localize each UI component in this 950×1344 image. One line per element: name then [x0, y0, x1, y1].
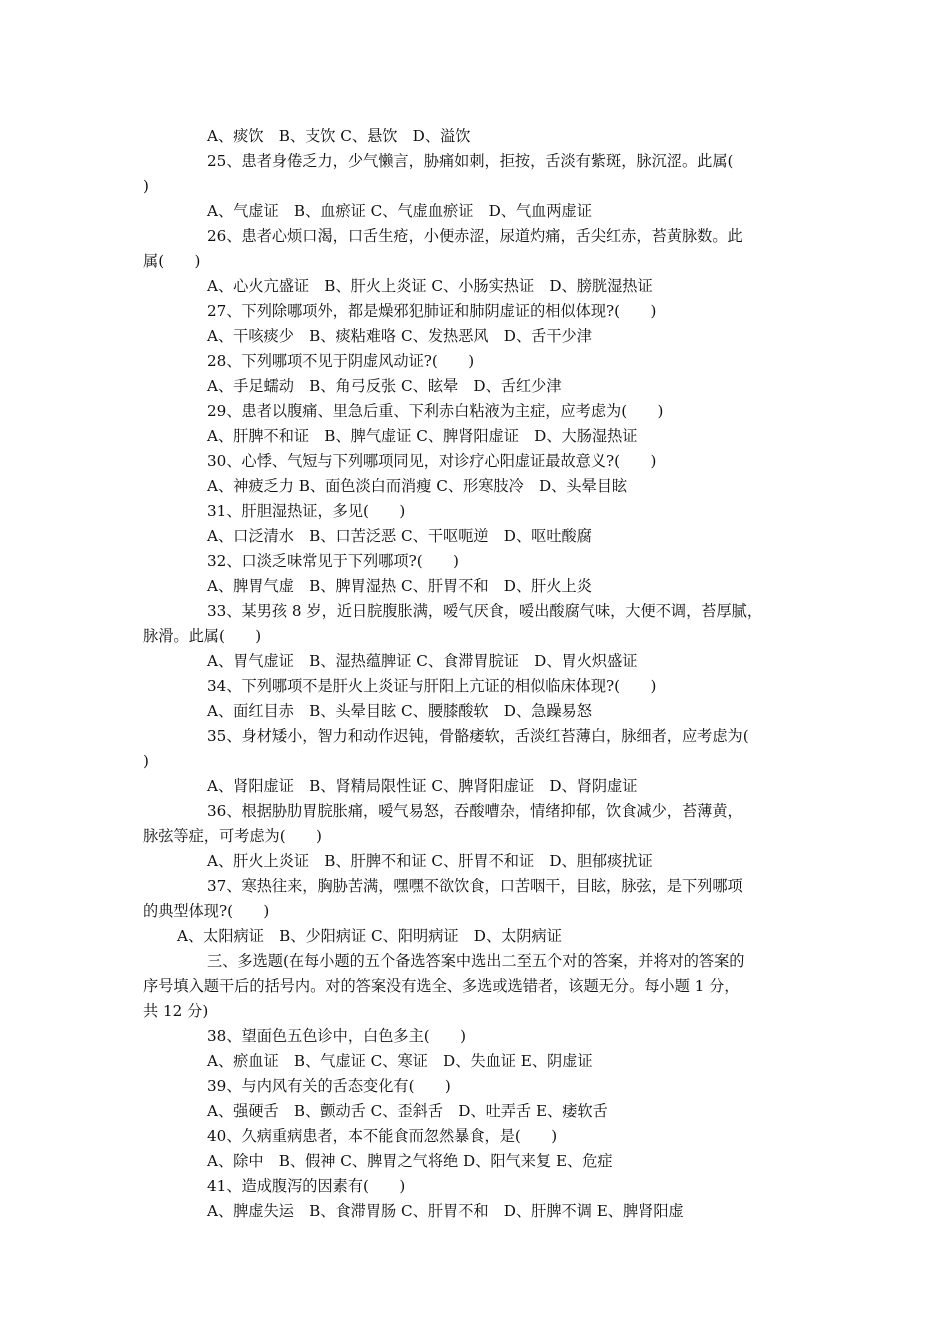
question-continuation: 脉滑。此属( )	[143, 627, 262, 645]
option-line: A、除中 B、假神 C、脾胃之气将绝 D、阳气来复 E、危症	[207, 1152, 613, 1170]
option-line: A、瘀血证 B、气虚证 C、寒证 D、失血证 E、阴虚证	[207, 1052, 593, 1070]
section-heading: 三、多选题(在每小题的五个备选答案中选出二至五个对的答案，并将对的答案的	[207, 952, 745, 970]
option-line: A、气虚证 B、血瘀证 C、气虚血瘀证 D、气血两虚证	[207, 202, 592, 220]
section-heading-continuation: 共 12 分)	[143, 1002, 209, 1020]
question-line: 27、下列除哪项外，都是燥邪犯肺证和肺阴虚证的相似体现?( )	[207, 302, 657, 320]
option-line: A、肾阳虚证 B、肾精局限性证 C、脾肾阳虚证 D、肾阴虚证	[207, 777, 638, 795]
question-line: 41、造成腹泻的因素有( )	[207, 1177, 406, 1195]
option-line: A、强硬舌 B、颤动舌 C、歪斜舌 D、吐弄舌 E、痿软舌	[207, 1102, 608, 1120]
question-line: 25、患者身倦乏力，少气懒言，胁痛如刺，拒按，舌淡有紫斑，脉沉涩。此属(	[207, 152, 734, 170]
option-line: A、胃气虚证 B、湿热蕴脾证 C、食滞胃脘证 D、胃火炽盛证	[207, 652, 638, 670]
option-line: A、脾虚失运 B、食滞胃肠 C、肝胃不和 D、肝脾不调 E、脾肾阳虚	[207, 1202, 684, 1220]
option-line: A、面红目赤 B、头晕目眩 C、腰膝酸软 D、急躁易怒	[207, 702, 592, 720]
question-line: 37、寒热往来，胸胁苦满，嘿嘿不欲饮食，口苦咽干，目眩，脉弦，是下列哪项	[207, 877, 743, 895]
question-line: 32、口淡乏味常见于下列哪项?( )	[207, 552, 459, 570]
question-line: 36、根据胁肋胃脘胀痛，嗳气易怒，吞酸嘈杂，情绪抑郁，饮食减少，苔薄黄，	[207, 802, 743, 820]
question-line: 26、患者心烦口渴，口舌生疮，小便赤涩，尿道灼痛，舌尖红赤，苔黄脉数。此	[207, 227, 743, 245]
question-continuation: )	[143, 177, 149, 195]
question-continuation: 的典型体现?( )	[143, 902, 270, 920]
question-line: 39、与内风有关的舌态变化有( )	[207, 1077, 451, 1095]
option-line: A、肝脾不和证 B、脾气虚证 C、脾肾阳虚证 D、大肠湿热证	[207, 427, 638, 445]
option-line: A、心火亢盛证 B、肝火上炎证 C、小肠实热证 D、膀胱湿热证	[207, 277, 653, 295]
option-line: A、手足蠕动 B、角弓反张 C、眩晕 D、舌红少津	[207, 377, 562, 395]
question-line: 31、肝胆湿热证，多见( )	[207, 502, 406, 520]
option-line: A、肝火上炎证 B、肝脾不和证 C、肝胃不和证 D、胆郁痰扰证	[207, 852, 653, 870]
option-line: A、神疲乏力 B、面色淡白而消瘦 C、形寒肢冷 D、头晕目眩	[207, 477, 628, 495]
question-line: 29、患者以腹痛、里急后重、下利赤白粘液为主症，应考虑为( )	[207, 402, 664, 420]
question-line: 33、某男孩 8 岁，近日脘腹胀满，嗳气厌食，嗳出酸腐气味，大便不调，苔厚腻，	[207, 602, 763, 620]
question-line: 30、心悸、气短与下列哪项同见，对诊疗心阳虚证最故意义?( )	[207, 452, 657, 470]
option-line: A、脾胃气虚 B、脾胃湿热 C、肝胃不和 D、肝火上炎	[207, 577, 592, 595]
question-line: 40、久病重病患者，本不能食而忽然暴食，是( )	[207, 1127, 558, 1145]
question-line: 35、身材矮小，智力和动作迟钝，骨骼痿软，舌淡红苔薄白，脉细者，应考虑为(	[207, 727, 749, 745]
question-line: 38、望面色五色诊中，白色多主( )	[207, 1027, 466, 1045]
option-line: A、痰饮 B、支饮 C、悬饮 D、溢饮	[207, 127, 471, 145]
option-line: A、口泛清水 B、口苦泛恶 C、干呕呃逆 D、呕吐酸腐	[207, 527, 592, 545]
question-continuation: 属( )	[143, 252, 201, 270]
question-continuation: 脉弦等症，可考虑为( )	[143, 827, 322, 845]
question-continuation: )	[143, 752, 149, 770]
question-line: 34、下列哪项不是肝火上炎证与肝阳上亢证的相似临床体现?( )	[207, 677, 657, 695]
question-line: 28、下列哪项不见于阴虚风动证?( )	[207, 352, 475, 370]
section-heading-continuation: 序号填入题干后的括号内。对的答案没有选全、多选或选错者，该题无分。每小题 1 分，	[143, 977, 740, 995]
option-line: A、干咳痰少 B、痰粘难咯 C、发热恶风 D、舌干少津	[207, 327, 592, 345]
option-line: A、太阳病证 B、少阳病证 C、阳明病证 D、太阴病证	[177, 927, 562, 945]
